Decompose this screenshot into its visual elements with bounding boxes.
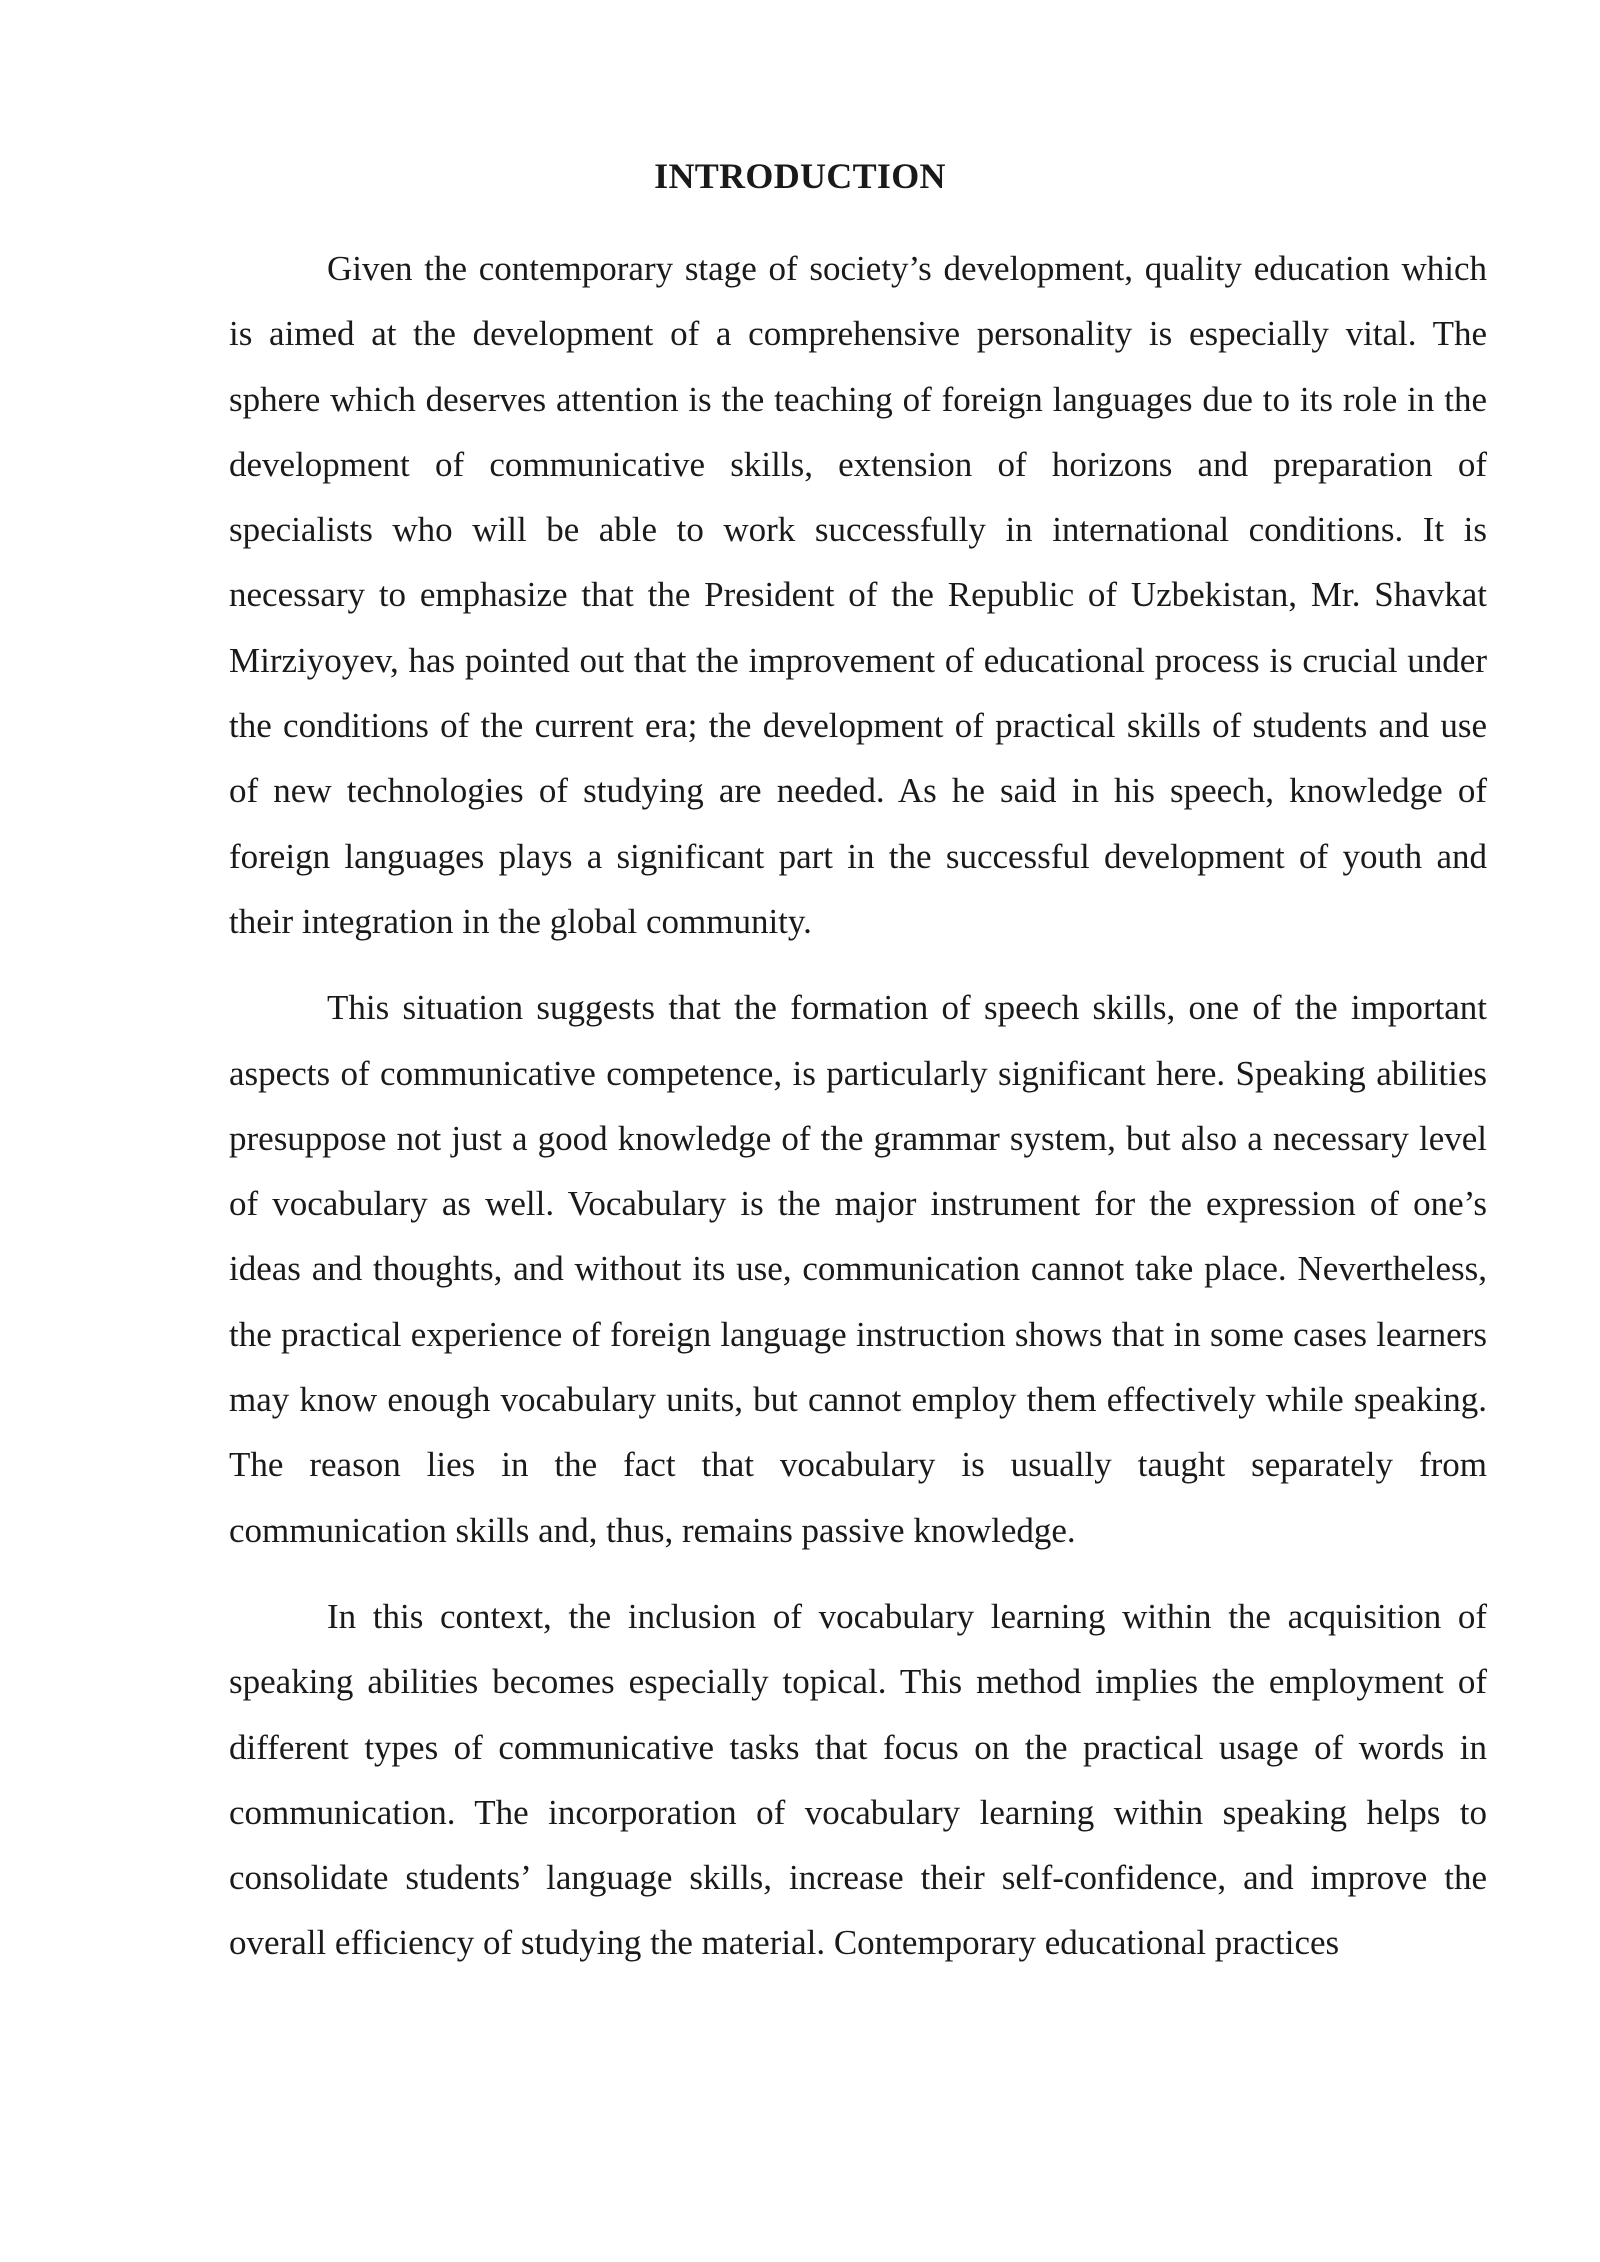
page-title: INTRODUCTION [654, 156, 946, 196]
paragraph-3: In this context, the inclusion of vocabulary learning within the acquisition of speaking abilities becomes especially topical. This method implies the employment of different types of communicative tasks that focus on the practical usage of words in communication. The incorporation of vocabulary learning within speaking helps to consolidate students’ language skills, increase their self-confidence, and improve the overall efficiency of studying the material. Contemporary educational practices [229, 1596, 1487, 1963]
paragraph-2: This situation suggests that the formation of speech skills, one of the important aspects of communicative competence, is particularly significant here. Speaking abilities presuppose not just a good knowledge of the grammar system, but also a necessary level of vocabulary as well. Vocabulary is the major instrument for the expression of one’s ideas and thoughts, and without its use, communication cannot take place. Nevertheless, the practical experience of foreign language instruction shows that in some cases learners may know enough vocabulary units, but cannot employ them effectively while speaking. The reason lies in the fact that vocabulary is usually taught separately from communication skills and, thus, remains passive knowledge. [229, 988, 1487, 1550]
paragraph-1: Given the contemporary stage of society’s development, quality education which is aimed at the development of a comprehensive personality is especially vital. The sphere which deserves attention is the teaching of foreign languages due to its role in the development of communicative skills, extension of horizons and preparation of specialists who will be able to work successfully in international conditions. It is necessary to emphasize that the President of the Republic of Uzbekistan, Mr. Shavkat Mirziyoyev, has pointed out that the improvement of educational process is crucial under the conditions of the current era; the development of practical skills of students and use of new technologies of studying are needed. As he said in his speech, knowledge of foreign languages plays a significant part in the successful development of youth and their integration in the global community. [229, 249, 1487, 941]
body-text [229, 236, 1487, 1997]
